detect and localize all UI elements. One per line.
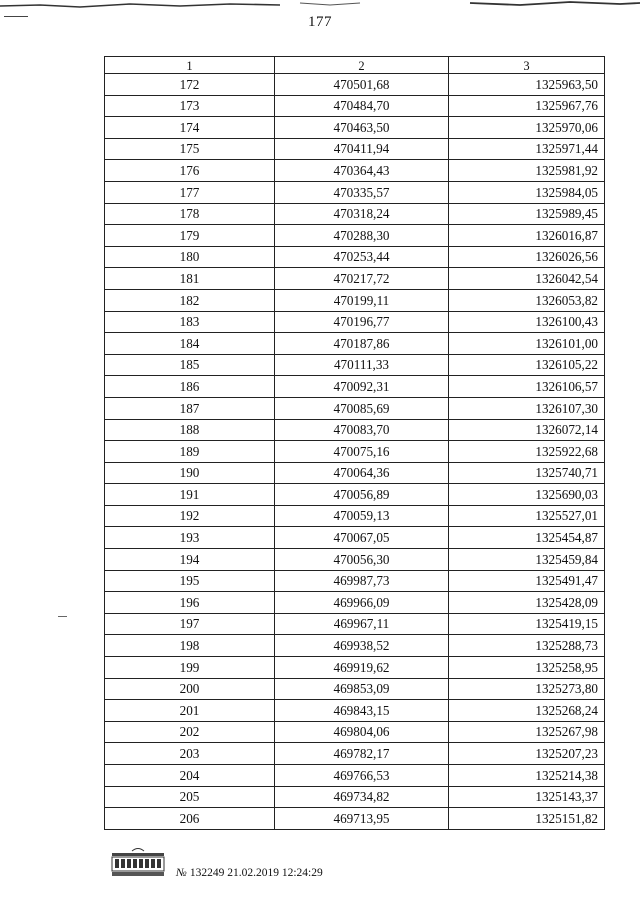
- table-row: [105, 657, 605, 679]
- y-coordinate-cell: 1325970,06: [449, 117, 605, 139]
- point-number-cell: 185: [105, 354, 275, 376]
- x-coordinate-cell: 470092,31: [275, 376, 449, 398]
- table-row: [105, 808, 605, 830]
- table-row: [105, 484, 605, 506]
- table-row: [105, 333, 605, 355]
- column-header-3: 3: [449, 57, 605, 74]
- point-number-cell: 188: [105, 419, 275, 441]
- registration-info: 132249 21.02.2019 12:24:29: [189, 867, 323, 879]
- table-row: [105, 505, 605, 527]
- x-coordinate-cell: 469938,52: [275, 635, 449, 657]
- point-number-cell: 179: [105, 225, 275, 247]
- x-coordinate-cell: 469966,09: [275, 592, 449, 614]
- column-header-2: 2: [275, 57, 449, 74]
- y-coordinate-cell: 1325989,45: [449, 203, 605, 225]
- y-coordinate-cell: 1326072,14: [449, 419, 605, 441]
- point-number-cell: 175: [105, 138, 275, 160]
- y-coordinate-cell: 1325419,15: [449, 613, 605, 635]
- x-coordinate-cell: 470083,70: [275, 419, 449, 441]
- x-coordinate-cell: 469967,11: [275, 613, 449, 635]
- x-coordinate-cell: 469734,82: [275, 786, 449, 808]
- x-coordinate-cell: 469853,09: [275, 678, 449, 700]
- y-coordinate-cell: 1325491,47: [449, 570, 605, 592]
- x-coordinate-cell: 470067,05: [275, 527, 449, 549]
- y-coordinate-cell: 1326101,00: [449, 333, 605, 355]
- y-coordinate-cell: 1325151,82: [449, 808, 605, 830]
- table-row: [105, 549, 605, 571]
- point-number-cell: 172: [105, 74, 275, 96]
- y-coordinate-cell: 1325984,05: [449, 181, 605, 203]
- y-coordinate-cell: 1326107,30: [449, 397, 605, 419]
- document-registration-line: [176, 867, 323, 879]
- point-number-cell: 180: [105, 246, 275, 268]
- table-row: [105, 376, 605, 398]
- table-row: [105, 160, 605, 182]
- point-number-cell: 203: [105, 743, 275, 765]
- coordinates-table: [104, 56, 605, 830]
- table-row: [105, 570, 605, 592]
- y-coordinate-cell: 1325207,23: [449, 743, 605, 765]
- x-coordinate-cell: 470463,50: [275, 117, 449, 139]
- table-row: [105, 441, 605, 463]
- point-number-cell: 182: [105, 289, 275, 311]
- x-coordinate-cell: 470501,68: [275, 74, 449, 96]
- point-number-cell: 190: [105, 462, 275, 484]
- table-row: [105, 786, 605, 808]
- table-row: [105, 74, 605, 96]
- point-number-cell: 200: [105, 678, 275, 700]
- point-number-cell: 183: [105, 311, 275, 333]
- point-number-cell: 205: [105, 786, 275, 808]
- point-number-cell: 173: [105, 95, 275, 117]
- point-number-cell: 178: [105, 203, 275, 225]
- x-coordinate-cell: 469713,95: [275, 808, 449, 830]
- table-row: [105, 743, 605, 765]
- point-number-cell: 195: [105, 570, 275, 592]
- y-coordinate-cell: 1326053,82: [449, 289, 605, 311]
- x-coordinate-cell: 470318,24: [275, 203, 449, 225]
- y-coordinate-cell: 1325971,44: [449, 138, 605, 160]
- table-row: [105, 765, 605, 787]
- x-coordinate-cell: 470187,86: [275, 333, 449, 355]
- point-number-cell: 189: [105, 441, 275, 463]
- point-number-cell: 202: [105, 721, 275, 743]
- point-number-cell: 176: [105, 160, 275, 182]
- point-number-cell: 174: [105, 117, 275, 139]
- point-number-cell: 192: [105, 505, 275, 527]
- table-row: [105, 268, 605, 290]
- point-number-cell: 184: [105, 333, 275, 355]
- y-coordinate-cell: 1325258,95: [449, 657, 605, 679]
- y-coordinate-cell: 1326016,87: [449, 225, 605, 247]
- table-header-row: [105, 57, 605, 74]
- table-row: [105, 592, 605, 614]
- table-row: [105, 138, 605, 160]
- x-coordinate-cell: 470111,33: [275, 354, 449, 376]
- table-row: [105, 721, 605, 743]
- point-number-cell: 194: [105, 549, 275, 571]
- y-coordinate-cell: 1325143,37: [449, 786, 605, 808]
- table-row: [105, 613, 605, 635]
- x-coordinate-cell: 469766,53: [275, 765, 449, 787]
- y-coordinate-cell: 1325288,73: [449, 635, 605, 657]
- y-coordinate-cell: 1326026,56: [449, 246, 605, 268]
- y-coordinate-cell: 1325963,50: [449, 74, 605, 96]
- y-coordinate-cell: 1326042,54: [449, 268, 605, 290]
- table-row: [105, 678, 605, 700]
- x-coordinate-cell: 470199,11: [275, 289, 449, 311]
- point-number-cell: 201: [105, 700, 275, 722]
- y-coordinate-cell: 1325527,01: [449, 505, 605, 527]
- x-coordinate-cell: 469782,17: [275, 743, 449, 765]
- y-coordinate-cell: 1325214,38: [449, 765, 605, 787]
- x-coordinate-cell: 470059,13: [275, 505, 449, 527]
- x-coordinate-cell: 470335,57: [275, 181, 449, 203]
- point-number-cell: 193: [105, 527, 275, 549]
- x-coordinate-cell: 470056,89: [275, 484, 449, 506]
- point-number-cell: 199: [105, 657, 275, 679]
- registry-stamp-icon: [110, 845, 166, 881]
- table-row: [105, 354, 605, 376]
- x-coordinate-cell: 469919,62: [275, 657, 449, 679]
- table-row: [105, 246, 605, 268]
- x-coordinate-cell: 470411,94: [275, 138, 449, 160]
- margin-mark: [58, 616, 67, 617]
- point-number-cell: 181: [105, 268, 275, 290]
- table-row: [105, 419, 605, 441]
- y-coordinate-cell: 1325740,71: [449, 462, 605, 484]
- point-number-cell: 196: [105, 592, 275, 614]
- point-number-cell: 186: [105, 376, 275, 398]
- x-coordinate-cell: 470075,16: [275, 441, 449, 463]
- table-row: [105, 117, 605, 139]
- x-coordinate-cell: 469804,06: [275, 721, 449, 743]
- x-coordinate-cell: 470064,36: [275, 462, 449, 484]
- point-number-cell: 198: [105, 635, 275, 657]
- table-row: [105, 527, 605, 549]
- y-coordinate-cell: 1325459,84: [449, 549, 605, 571]
- x-coordinate-cell: 470196,77: [275, 311, 449, 333]
- table-row: [105, 700, 605, 722]
- y-coordinate-cell: 1325922,68: [449, 441, 605, 463]
- point-number-cell: 197: [105, 613, 275, 635]
- document-footer: [110, 845, 510, 885]
- y-coordinate-cell: 1326106,57: [449, 376, 605, 398]
- table-row: [105, 95, 605, 117]
- y-coordinate-cell: 1325967,76: [449, 95, 605, 117]
- y-coordinate-cell: 1326105,22: [449, 354, 605, 376]
- x-coordinate-cell: 470056,30: [275, 549, 449, 571]
- table-row: [105, 311, 605, 333]
- x-coordinate-cell: 469987,73: [275, 570, 449, 592]
- x-coordinate-cell: 469843,15: [275, 700, 449, 722]
- x-coordinate-cell: 470253,44: [275, 246, 449, 268]
- y-coordinate-cell: 1325454,87: [449, 527, 605, 549]
- x-coordinate-cell: 470484,70: [275, 95, 449, 117]
- table-row: [105, 181, 605, 203]
- table-row: [105, 203, 605, 225]
- table-row: [105, 635, 605, 657]
- y-coordinate-cell: 1325428,09: [449, 592, 605, 614]
- x-coordinate-cell: 470217,72: [275, 268, 449, 290]
- point-number-cell: 206: [105, 808, 275, 830]
- y-coordinate-cell: 1325267,98: [449, 721, 605, 743]
- point-number-cell: 191: [105, 484, 275, 506]
- point-number-cell: 204: [105, 765, 275, 787]
- x-coordinate-cell: 470288,30: [275, 225, 449, 247]
- x-coordinate-cell: 470364,43: [275, 160, 449, 182]
- table-row: [105, 462, 605, 484]
- scan-edge-artifact: [0, 0, 640, 14]
- y-coordinate-cell: 1326100,43: [449, 311, 605, 333]
- y-coordinate-cell: 1325268,24: [449, 700, 605, 722]
- point-number-cell: 177: [105, 181, 275, 203]
- table-row: [105, 289, 605, 311]
- x-coordinate-cell: 470085,69: [275, 397, 449, 419]
- y-coordinate-cell: 1325690,03: [449, 484, 605, 506]
- column-header-1: 1: [105, 57, 275, 74]
- y-coordinate-cell: 1325273,80: [449, 678, 605, 700]
- table-row: [105, 397, 605, 419]
- table-row: [105, 225, 605, 247]
- y-coordinate-cell: 1325981,92: [449, 160, 605, 182]
- page-number: 177: [308, 14, 332, 30]
- point-number-cell: 187: [105, 397, 275, 419]
- number-sign: №: [176, 867, 187, 879]
